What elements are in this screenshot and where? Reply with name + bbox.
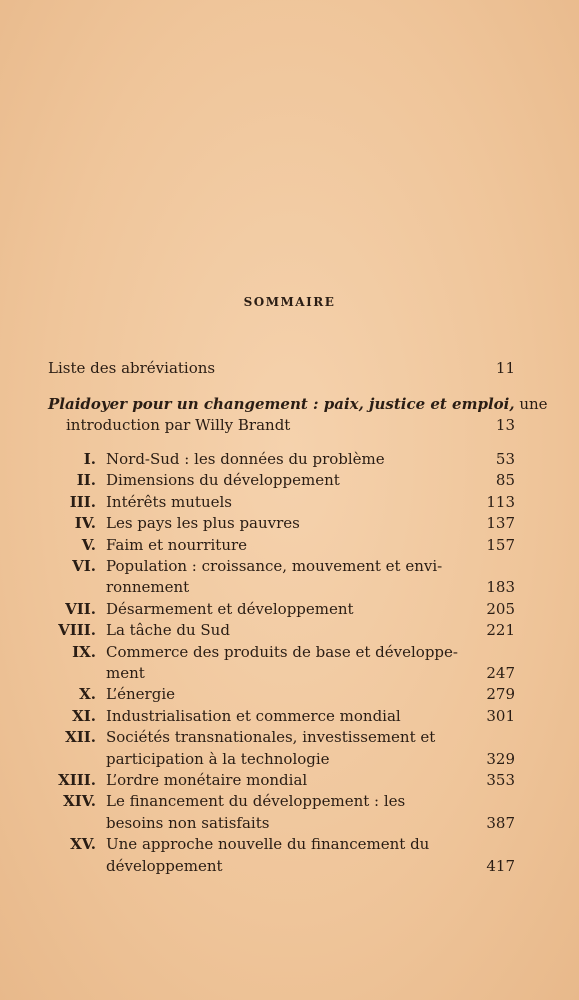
toc-page-number: 387	[486, 813, 515, 832]
toc-chapter-row	[0, 619, 579, 641]
chapter-title: ment	[106, 664, 145, 682]
toc-entry-abbreviations	[0, 357, 579, 379]
toc-page-number: 329	[486, 749, 515, 768]
chapter-title: Commerce des produits de base et développe-	[106, 642, 458, 661]
chapter-title: Le financement du développement : les	[106, 792, 406, 811]
toc-chapter-row	[0, 555, 579, 577]
toc-chapter-row	[0, 726, 579, 748]
toc-page-number: 221	[486, 621, 515, 640]
chapter-title: Sociétés transnationales, investissement et	[106, 728, 436, 747]
toc-chapter-row	[0, 534, 579, 556]
toc-page-number: 11	[495, 359, 515, 377]
chapter-title: participation à la technologie	[106, 749, 330, 768]
chapter-title: L’ordre monétaire mondial	[106, 771, 308, 789]
toc-page-number: 53	[495, 450, 515, 468]
toc-chapter-row-cont	[0, 855, 579, 877]
toc-page-number: 353	[486, 771, 515, 789]
toc-page-number: 183	[486, 578, 515, 597]
toc-page-number: 279	[486, 685, 515, 704]
toc-chapter-row	[0, 491, 579, 513]
page-title: SOMMAIRE	[243, 295, 336, 309]
toc-chapter-row	[0, 833, 579, 855]
toc-page-number: 137	[486, 514, 515, 533]
chapter-number: III.	[69, 492, 96, 511]
chapter-number: VII.	[65, 599, 96, 618]
chapter-number: IV.	[74, 514, 96, 533]
toc-chapter-row-cont	[0, 662, 579, 684]
chapter-title: Population : croissance, mouvement et envi-	[106, 557, 443, 575]
chapter-title: ronnement	[106, 578, 190, 597]
toc-chapter-row	[0, 705, 579, 727]
toc-chapter-row-cont	[0, 748, 579, 770]
chapter-title: La tâche du Sud	[106, 621, 230, 640]
toc-chapter-row	[0, 448, 579, 470]
toc-entry-title-cont: introduction par Willy Brandt	[66, 416, 291, 434]
chapter-number: XII.	[65, 728, 96, 747]
chapter-title: Intérêts mutuels	[106, 492, 232, 511]
toc-page-number: 157	[486, 535, 515, 554]
chapter-title: Dimensions du développement	[106, 471, 340, 490]
chapter-number: V.	[81, 535, 96, 554]
toc-page-number: 113	[486, 492, 515, 511]
toc-chapter-row	[0, 469, 579, 491]
toc-chapter-row	[0, 769, 579, 791]
toc-page-number: 13	[495, 416, 515, 434]
chapter-title: développement	[106, 856, 223, 875]
chapter-number: X.	[79, 685, 96, 704]
toc-chapter-row-cont	[0, 576, 579, 598]
toc-entry-title: Plaidoyer pour un changement : paix, justice et emploi, une	[48, 395, 548, 413]
chapter-title: L’énergie	[106, 685, 175, 704]
chapter-title: Faim et nourriture	[106, 535, 248, 554]
toc-chapter-row	[0, 790, 579, 812]
toc-entry-title: Liste des abréviations	[48, 359, 216, 377]
toc-page-number: 85	[495, 471, 515, 490]
toc-chapter-row	[0, 512, 579, 534]
chapter-title: besoins non satisfaits	[106, 813, 270, 832]
chapter-title: Industrialisation et commerce mondial	[106, 706, 401, 725]
chapter-number: VI.	[72, 557, 96, 575]
chapter-title: Les pays les plus pauvres	[106, 514, 300, 533]
chapter-number: IX.	[72, 642, 96, 661]
chapter-number: XI.	[72, 706, 96, 725]
chapter-number: XIV.	[63, 792, 96, 811]
chapter-number: II.	[76, 471, 96, 490]
toc-chapter-row	[0, 683, 579, 705]
toc-page-number: 417	[486, 856, 515, 875]
chapter-title: Désarmement et développement	[106, 599, 354, 618]
toc-chapter-row	[0, 598, 579, 620]
chapter-number: XIII.	[58, 771, 96, 789]
toc-chapter-row-cont	[0, 812, 579, 834]
chapter-number: XV.	[70, 835, 96, 854]
chapter-title: Nord-Sud : les données du problème	[106, 450, 385, 468]
toc-page-number: 205	[486, 599, 515, 618]
toc-page-number: 301	[486, 706, 515, 725]
chapter-number: VIII.	[58, 621, 96, 640]
toc-entry-intro	[0, 393, 579, 415]
chapter-number: I.	[83, 450, 96, 468]
chapter-title: Une approche nouvelle du financement du	[106, 835, 430, 854]
toc-chapter-row	[0, 641, 579, 663]
toc-entry-intro-line2	[0, 414, 579, 436]
toc-page-number: 247	[486, 664, 515, 682]
